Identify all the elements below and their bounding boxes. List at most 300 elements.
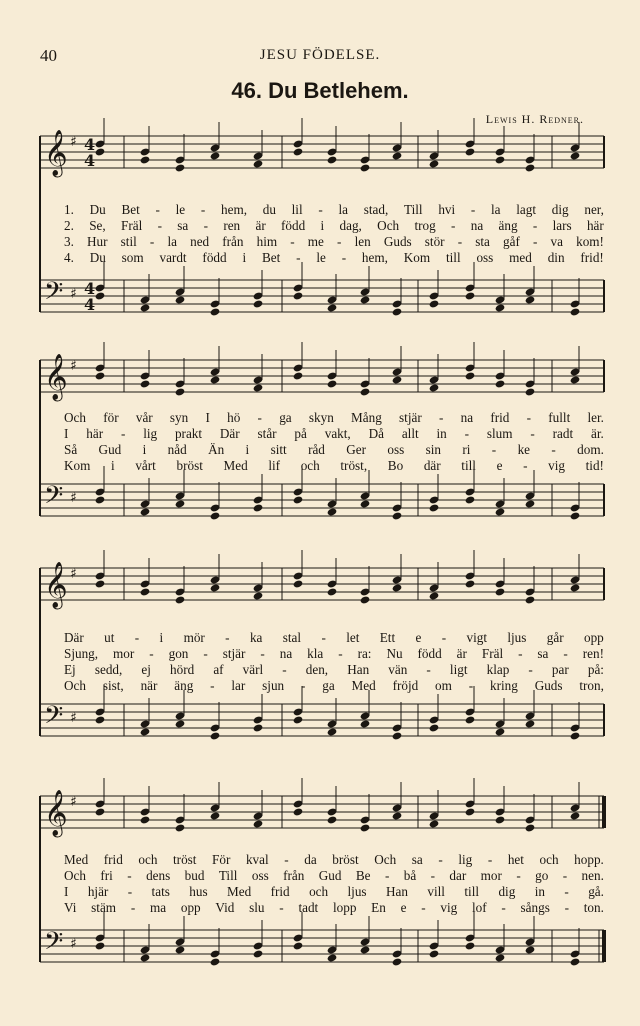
note-head — [570, 151, 581, 160]
note-head — [293, 807, 304, 816]
lyric-syllable: go — [535, 868, 549, 883]
note-head — [570, 307, 581, 316]
note-head — [392, 307, 403, 316]
note-head — [525, 295, 536, 304]
lyric-syllable: - — [318, 202, 323, 217]
note-head — [140, 155, 151, 164]
lyric-syllable: ljus — [507, 630, 527, 645]
hymn-title: Du Betlehem. — [268, 78, 409, 103]
lyric-syllable: sist, — [102, 678, 124, 693]
lyric-syllable: Se, — [89, 218, 106, 233]
lyric-syllable: fri — [100, 868, 113, 883]
note-head — [327, 587, 338, 596]
lyric-syllable: Ett — [379, 630, 396, 645]
lyric-syllable: slum — [486, 426, 513, 441]
lyric-syllable: i — [111, 458, 115, 473]
lyric-syllable: Där — [64, 630, 84, 645]
lyric-line — [64, 458, 604, 474]
lyric-syllable: och — [138, 852, 158, 867]
note-head — [360, 719, 371, 728]
lyric-syllable: - — [290, 234, 295, 249]
note-head — [570, 731, 581, 740]
lyric-syllable: Där — [219, 426, 240, 441]
lyric-syllable: stal — [282, 630, 302, 645]
note-head — [175, 499, 186, 508]
lyric-syllable: ma — [149, 900, 167, 915]
lyric-syllable: född — [202, 250, 227, 265]
note-head — [495, 507, 506, 516]
lyric-syllable: nen. — [581, 868, 604, 883]
lyric-syllable: och — [539, 852, 559, 867]
lyric-syllable: hus — [189, 884, 208, 899]
lyric-syllable: Till — [218, 868, 238, 883]
lyric-syllable: lof — [471, 900, 487, 915]
lyric-syllable: - — [149, 646, 154, 661]
lyric-syllable: kring — [490, 678, 518, 693]
lyric-syllable: på: — [587, 662, 604, 677]
note-head — [525, 387, 536, 396]
lyric-syllable: kla — [307, 646, 324, 661]
lyric-syllable: - — [516, 868, 521, 883]
note-head — [327, 155, 338, 164]
lyric-syllable: him — [256, 234, 278, 249]
note-head — [140, 815, 151, 824]
note-head — [175, 387, 186, 396]
lyric-syllable: Och — [374, 852, 397, 867]
note-head — [327, 815, 338, 824]
lyric-syllable: ler. — [587, 410, 604, 425]
lyric-syllable: - — [564, 900, 569, 915]
lyric-syllable: lif — [268, 458, 281, 473]
note-head — [140, 379, 151, 388]
lyric-syllable: frid! — [580, 250, 604, 265]
note-head — [327, 953, 338, 962]
lyric-syllable: lig — [458, 852, 473, 867]
lyric-syllable: 2. — [64, 218, 74, 233]
lyric-syllable: hö — [227, 410, 241, 425]
lyric-syllable: 3. — [64, 234, 74, 249]
lyric-line — [64, 234, 604, 250]
lyric-syllable: vakt, — [324, 426, 351, 441]
lyric-syllable: prakt — [174, 426, 203, 441]
note-head — [429, 723, 440, 732]
lyric-syllable: Än — [208, 442, 225, 457]
note-head — [465, 715, 476, 724]
lyric-syllable: råd — [308, 442, 325, 457]
lyric-syllable: Han — [385, 884, 408, 899]
lyric-syllable: Gud — [98, 442, 122, 457]
lyric-line — [64, 852, 604, 868]
lyric-syllable: - — [551, 442, 556, 457]
lyric-syllable: skyn — [308, 410, 334, 425]
lyric-syllable: - — [341, 250, 347, 265]
lyric-line — [64, 678, 604, 694]
hymn-number: 46. — [231, 78, 262, 103]
note-head — [210, 583, 221, 592]
lyric-syllable: dig — [551, 202, 569, 217]
lyric-syllable: där — [423, 458, 441, 473]
lyric-syllable: äng — [174, 678, 194, 693]
lyric-syllable: för — [103, 410, 119, 425]
note-head — [175, 823, 186, 832]
lyric-syllable: - — [257, 410, 262, 425]
lyric-syllable: Du — [89, 250, 106, 265]
lyric-syllable: ligt — [449, 662, 468, 677]
lyric-syllable: - — [282, 662, 287, 677]
lyric-syllable: till — [464, 884, 480, 899]
lyric-syllable: ren — [223, 218, 241, 233]
note-head — [360, 295, 371, 304]
lyric-syllable: trog — [414, 218, 436, 233]
note-head — [525, 499, 536, 508]
note-head — [525, 945, 536, 954]
lyric-syllable: let — [346, 630, 360, 645]
lyric-syllable: Bet — [121, 202, 140, 217]
lyric-syllable: - — [468, 678, 474, 693]
lyric-syllable: Och — [64, 868, 86, 883]
lyric-syllable: - — [134, 630, 140, 645]
key-signature-sharp: ♯ — [70, 710, 77, 726]
lyric-syllable: Ger — [346, 442, 367, 457]
note-head — [253, 159, 264, 168]
lyric-syllable: - — [225, 630, 230, 645]
lyric-syllable: lig — [143, 426, 158, 441]
lyric-syllable: - — [530, 426, 535, 441]
note-head — [360, 823, 371, 832]
lyric-syllable: ej — [141, 662, 151, 677]
lyric-syllable: när — [140, 678, 158, 693]
lyric-syllable: na — [460, 410, 474, 425]
lyric-syllable: - — [337, 234, 342, 249]
treble-clef: 𝄞 — [44, 354, 68, 400]
lyric-syllable: gåf — [503, 234, 520, 249]
lyric-syllable: da — [304, 852, 317, 867]
lyric-syllable: Kom — [403, 250, 431, 265]
lyric-syllable: I — [205, 410, 210, 425]
lyric-syllable: syn — [169, 410, 189, 425]
lyric-syllable: frid — [490, 410, 510, 425]
lyric-syllable: Vi — [64, 900, 77, 915]
treble-clef: 𝄞 — [44, 790, 68, 836]
lyric-syllable: - — [470, 202, 476, 217]
lyric-syllable: En — [371, 900, 386, 915]
note-head — [429, 949, 440, 958]
lyric-syllable: sta — [475, 234, 490, 249]
note-head — [570, 583, 581, 592]
lyric-syllable: mör — [183, 630, 205, 645]
note-head — [392, 811, 403, 820]
bass-clef: 𝄢 — [44, 927, 64, 962]
note-head — [327, 303, 338, 312]
lyric-syllable: af — [213, 662, 224, 677]
lyric-syllable: - — [441, 630, 447, 645]
note-head — [392, 375, 403, 384]
note-head — [210, 731, 221, 740]
note-head — [327, 379, 338, 388]
lyric-syllable: radt — [552, 426, 574, 441]
lyric-syllable: Vid — [215, 900, 235, 915]
lyric-syllable: - — [526, 410, 532, 425]
lyric-syllable: va — [550, 234, 563, 249]
lyric-syllable: till — [461, 458, 476, 473]
lyric-line — [64, 900, 604, 916]
note-head — [429, 383, 440, 392]
lyric-syllable: vig — [440, 900, 458, 915]
note-head — [525, 719, 536, 728]
lyric-syllable: och — [309, 884, 329, 899]
lyric-syllable: hem, — [361, 250, 388, 265]
lyric-line — [64, 426, 604, 442]
lyric-syllable: - — [487, 852, 493, 867]
note-head — [140, 727, 151, 736]
note-head — [253, 819, 264, 828]
bass-clef: 𝄢 — [44, 277, 64, 312]
lyric-syllable: tron, — [579, 678, 604, 693]
note-head — [360, 163, 371, 172]
lyric-syllable: på — [294, 426, 307, 441]
lyric-syllable: - — [321, 630, 326, 645]
note-head — [95, 371, 106, 380]
note-head — [140, 303, 151, 312]
lyric-syllable: Gud — [318, 868, 342, 883]
note-head — [253, 949, 264, 958]
note-head — [210, 151, 221, 160]
lyric-syllable: tröst — [173, 852, 197, 867]
lyric-syllable: Så — [64, 442, 78, 457]
lyric-syllable: hem, — [221, 202, 248, 217]
note-head — [495, 815, 506, 824]
lyric-syllable: sa — [537, 646, 549, 661]
note-head — [210, 811, 221, 820]
lyric-syllable: mor — [480, 868, 502, 883]
lyric-syllable: sedd, — [94, 662, 123, 677]
note-head — [95, 291, 106, 300]
lyric-syllable: står — [257, 426, 277, 441]
time-signature: 4 — [84, 135, 96, 154]
note-head — [210, 375, 221, 384]
lyric-syllable: stör — [424, 234, 445, 249]
lyric-syllable: Mång — [351, 410, 382, 425]
lyric-syllable: Sjung, — [64, 646, 99, 661]
lyric-syllable: sin — [425, 442, 442, 457]
lyric-syllable: e — [415, 630, 422, 645]
lyric-syllable: - — [501, 900, 506, 915]
lyric-syllable: frid — [270, 884, 290, 899]
lyric-syllable: 4. — [64, 250, 74, 265]
lyric-syllable: Med — [223, 458, 248, 473]
lyric-syllable: len — [354, 234, 371, 249]
lyric-syllable: oss — [476, 250, 494, 265]
note-head — [465, 579, 476, 588]
lyric-syllable: opp — [180, 900, 201, 915]
lyric-syllable: sjun — [262, 678, 285, 693]
lyric-syllable: klap — [486, 662, 510, 677]
lyric-syllable: vig — [548, 458, 565, 473]
lyric-syllable: ke — [517, 442, 531, 457]
lyric-syllable: e — [400, 900, 407, 915]
note-head — [293, 291, 304, 300]
lyric-syllable: och — [300, 458, 320, 473]
lyric-syllable: na — [279, 646, 293, 661]
lyric-syllable: ra: — [357, 646, 372, 661]
note-head — [525, 823, 536, 832]
lyric-syllable: vardt — [159, 250, 187, 265]
lyric-syllable: värl — [242, 662, 264, 677]
lyric-syllable: le — [316, 250, 326, 265]
note-head — [465, 371, 476, 380]
note-head — [495, 379, 506, 388]
lyric-syllable: Och — [64, 678, 86, 693]
lyric-syllable: 1. — [64, 202, 74, 217]
lyric-syllable: Hur — [87, 234, 108, 249]
lyric-syllable: Guds — [534, 678, 563, 693]
time-signature: 4 — [84, 279, 96, 298]
note-head — [175, 719, 186, 728]
lyric-syllable: ljus — [347, 884, 367, 899]
note-head — [360, 945, 371, 954]
note-head — [253, 503, 264, 512]
lyric-syllable: - — [279, 900, 284, 915]
lyric-syllable: ned — [190, 234, 210, 249]
lyric-syllable: - — [518, 646, 523, 661]
lyric-line — [64, 868, 604, 884]
key-signature-sharp: ♯ — [70, 286, 77, 302]
lyric-syllable: går — [546, 630, 564, 645]
note-head — [465, 807, 476, 816]
lyric-syllable: i — [320, 218, 325, 233]
lyric-syllable: ner, — [584, 202, 604, 217]
lyric-syllable: - — [563, 646, 568, 661]
note-head — [253, 591, 264, 600]
lyric-syllable: oss — [387, 442, 405, 457]
lyric-line — [64, 630, 604, 646]
note-head — [495, 155, 506, 164]
note-head — [175, 295, 186, 304]
lyric-syllable: bröst — [176, 458, 203, 473]
note-head — [293, 579, 304, 588]
lyric-syllable: Till — [404, 202, 423, 217]
lyric-syllable: fröjd — [392, 678, 419, 693]
lyric-syllable: - — [127, 884, 133, 899]
note-head — [495, 953, 506, 962]
lyric-syllable: Kom — [64, 458, 91, 473]
lyric-syllable: i — [245, 442, 250, 457]
lyric-syllable: na — [470, 218, 484, 233]
section-header: JESU FÖDELSE. — [259, 47, 381, 63]
lyric-syllable: stil — [120, 234, 137, 249]
key-signature-sharp: ♯ — [70, 566, 77, 582]
note-head — [95, 147, 106, 156]
lyric-syllable: in — [436, 426, 447, 441]
note-head — [570, 811, 581, 820]
note-head — [360, 387, 371, 396]
lyric-syllable: i — [142, 442, 147, 457]
lyric-syllable: - — [564, 884, 569, 899]
lyric-syllable: hvi — [438, 202, 456, 217]
lyric-syllable: Och — [64, 410, 86, 425]
lyric-line — [64, 202, 604, 218]
lyric-syllable: Fräl — [121, 218, 143, 233]
lyric-syllable: - — [210, 678, 215, 693]
lyric-syllable: född — [281, 218, 306, 233]
lyric-syllable: - — [284, 852, 289, 867]
lyric-syllable: - — [120, 426, 126, 441]
lyric-syllable: vår — [135, 410, 153, 425]
lyric-syllable: Nu — [386, 646, 403, 661]
lyric-syllable: Ej — [64, 662, 76, 677]
note-head — [570, 375, 581, 384]
lyric-syllable: tröst, — [340, 458, 368, 473]
lyric-syllable: dens — [146, 868, 171, 883]
lyric-syllable: lil — [291, 202, 303, 217]
lyric-syllable: dom. — [577, 442, 604, 457]
note-head — [392, 511, 403, 520]
lyric-syllable: hjär — [87, 884, 109, 899]
note-head — [495, 727, 506, 736]
note-head — [140, 953, 151, 962]
lyric-line — [64, 646, 604, 662]
lyric-syllable: - — [200, 202, 206, 217]
bass-clef: 𝄢 — [44, 701, 64, 736]
lyric-syllable: vårt — [135, 458, 156, 473]
lyric-syllable: I — [64, 426, 69, 441]
lyric-syllable: - — [532, 218, 538, 233]
lyric-syllable: För — [212, 852, 231, 867]
lyric-syllable: Du — [89, 202, 106, 217]
lyric-syllable: med — [509, 250, 532, 265]
lyric-syllable: född — [417, 646, 442, 661]
note-head — [465, 495, 476, 504]
lyric-line — [64, 442, 604, 458]
lyric-syllable: här — [586, 218, 604, 233]
lyric-line — [64, 410, 604, 426]
lyric-syllable: frid — [103, 852, 123, 867]
note-head — [175, 595, 186, 604]
note-head — [293, 495, 304, 504]
note-head — [570, 957, 581, 966]
note-head — [175, 163, 186, 172]
note-head — [429, 159, 440, 168]
lyric-syllable: kval — [245, 852, 269, 867]
lyric-syllable: bå — [403, 868, 417, 883]
lyric-syllable: tid! — [585, 458, 604, 473]
note-head — [429, 819, 440, 828]
lyric-syllable: - — [384, 868, 390, 883]
note-head — [392, 151, 403, 160]
lyric-syllable: Med — [227, 884, 252, 899]
key-signature-sharp: ♯ — [70, 794, 77, 810]
note-head — [327, 507, 338, 516]
note-head — [465, 291, 476, 300]
lyric-syllable: la — [491, 202, 501, 217]
lyric-syllable: från — [222, 234, 244, 249]
lyric-syllable: sitt — [270, 442, 287, 457]
note-head — [525, 163, 536, 172]
lyric-syllable: Han — [347, 662, 370, 677]
lyric-syllable: ka — [249, 630, 263, 645]
lyric-syllable: - — [426, 662, 431, 677]
key-signature-sharp: ♯ — [70, 490, 77, 506]
lyric-syllable: - — [439, 410, 444, 425]
lyric-syllable: Med — [64, 852, 89, 867]
lyric-syllable: - — [127, 868, 132, 883]
lyric-syllable: le — [175, 202, 186, 217]
lyric-syllable: som — [121, 250, 144, 265]
lyric-syllable: är — [456, 646, 467, 661]
lyric-syllable: Be — [355, 868, 371, 883]
lyric-syllable: ren! — [582, 646, 604, 661]
lyric-syllable: dar — [449, 868, 467, 883]
